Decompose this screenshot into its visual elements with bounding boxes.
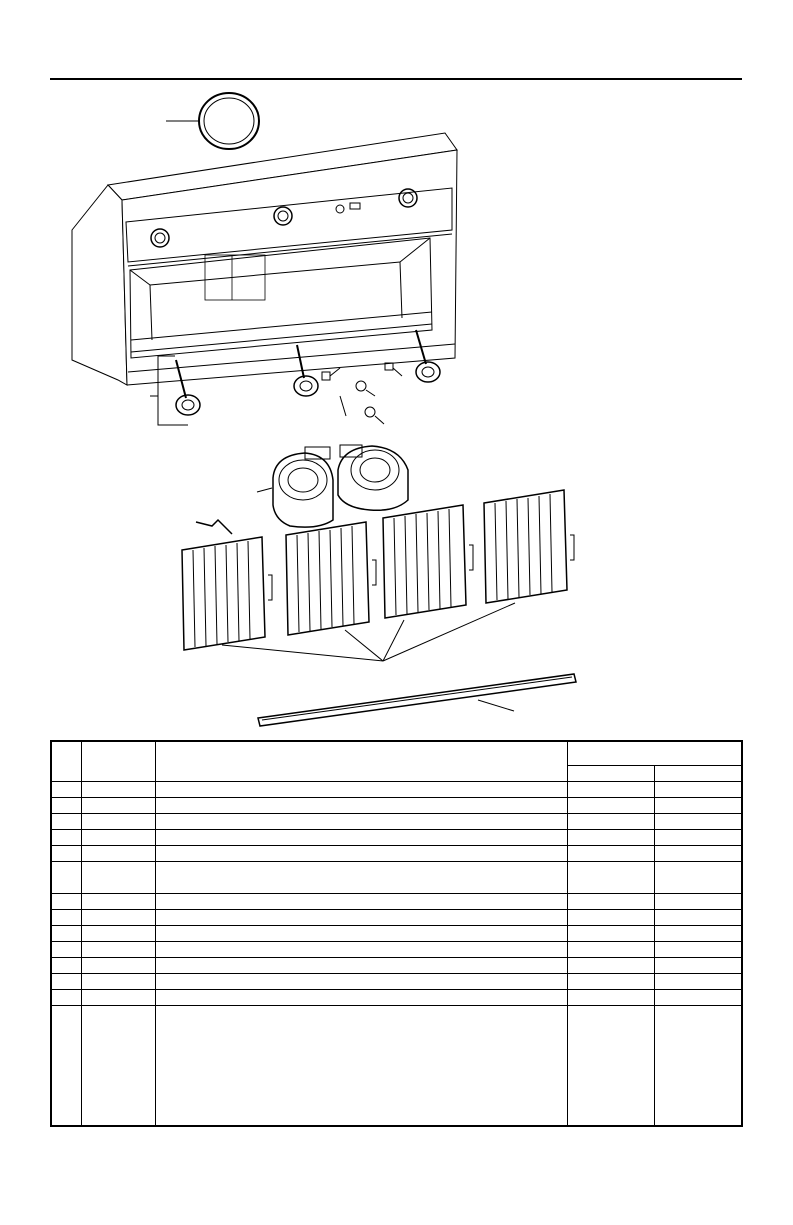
table-row	[51, 909, 742, 925]
blower-assembly	[257, 445, 408, 527]
col-header-qty-a	[567, 765, 654, 781]
col-header-part-number	[81, 741, 155, 781]
table-row	[51, 893, 742, 909]
table-row	[51, 861, 742, 893]
controls-small-parts	[322, 363, 402, 424]
table-row	[51, 941, 742, 957]
col-header-ref	[51, 741, 81, 781]
table-row	[51, 973, 742, 989]
table-row	[51, 957, 742, 973]
wrench	[196, 520, 232, 534]
table-row	[51, 845, 742, 861]
col-header-description	[155, 741, 567, 781]
table-row	[51, 781, 742, 797]
table-row	[51, 925, 742, 941]
table-row	[51, 797, 742, 813]
hood-body	[72, 133, 457, 385]
table-row	[51, 829, 742, 845]
table-row	[51, 813, 742, 829]
grease-rail	[258, 674, 576, 726]
table-row	[51, 1005, 742, 1126]
col-header-qty-b	[654, 765, 742, 781]
table-row	[51, 989, 742, 1005]
col-header-quantity-group	[567, 741, 742, 765]
duct-collar	[166, 93, 259, 149]
baffle-filter	[182, 490, 574, 661]
parts-list-table	[50, 740, 743, 1127]
